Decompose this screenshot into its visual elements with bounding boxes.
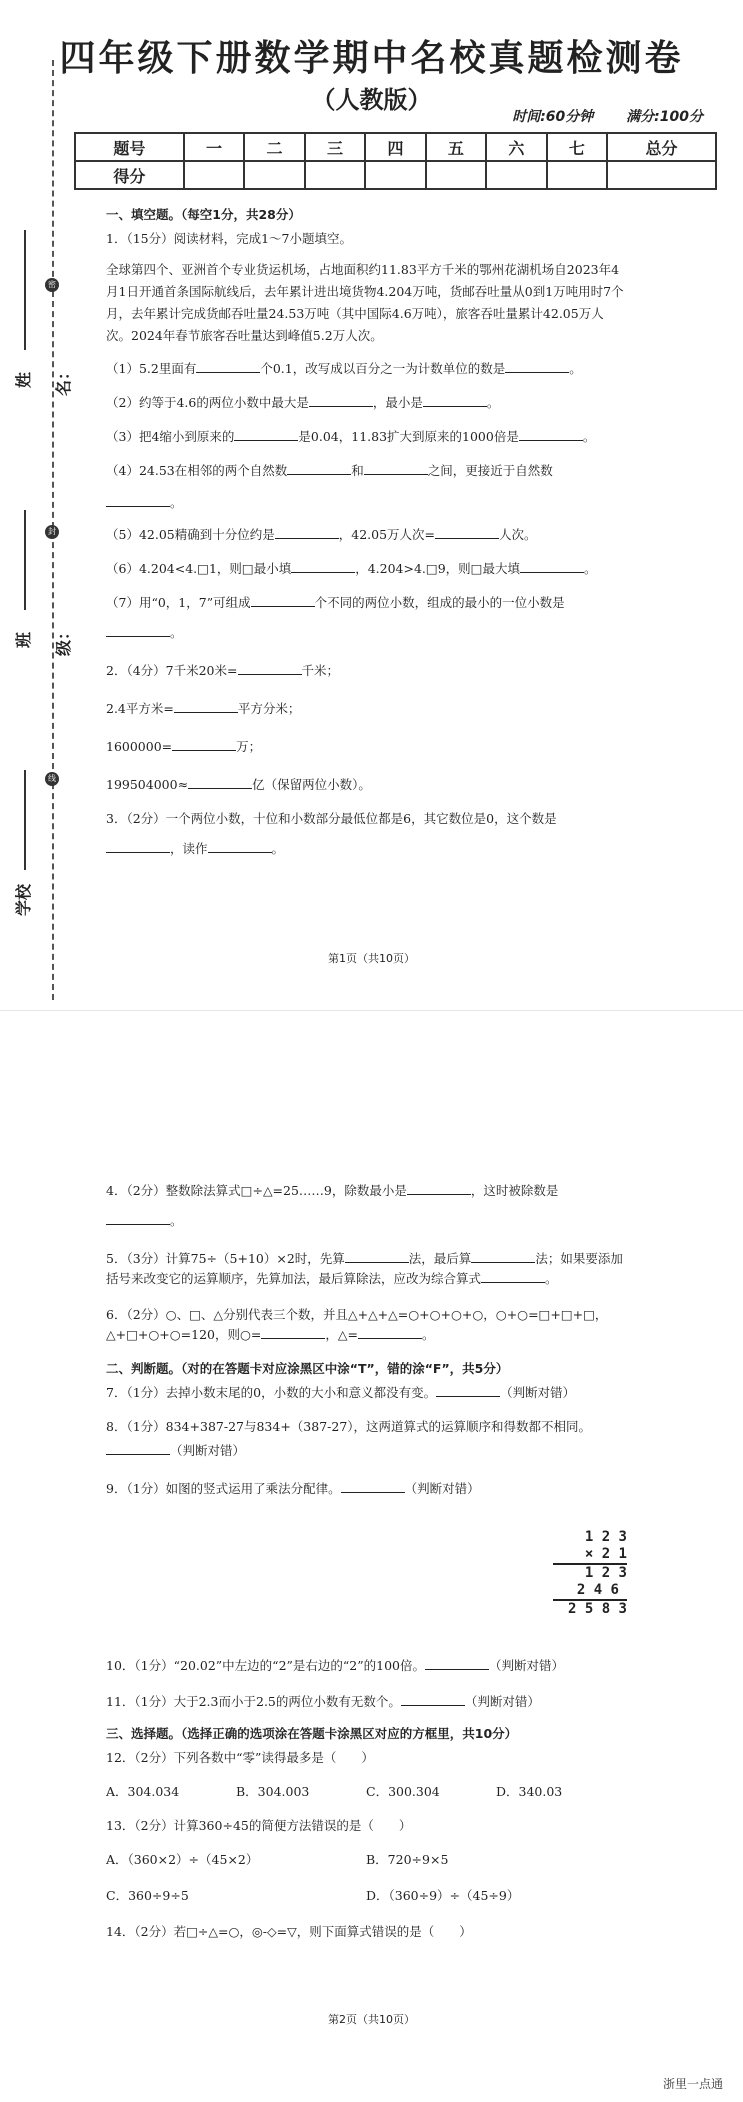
score-header-cell: 总分	[607, 133, 716, 161]
score-header-cell: 一	[184, 133, 244, 161]
q5: 5．（3分）计算75÷（5+10）×2时，先算 法，最后算 法；如果要添加括号来改变它的运算顺序，先算加法，最后算除法，应改为综合算式 。	[106, 1251, 623, 1286]
score-cell[interactable]	[305, 161, 365, 189]
answer-blank[interactable]	[106, 1442, 170, 1455]
answer-blank[interactable]	[188, 776, 252, 789]
q1-5: （5）42.05精确到十分位约是 ，42.05万人次= 人次。	[106, 527, 537, 542]
q13: 13．（2分）计算360÷45的简便方法错误的是（ ）	[106, 1818, 412, 1833]
q9: 9．（1分）如图的竖式运用了乘法分配律。 （判断对错）	[106, 1481, 480, 1496]
q14: 14．（2分）若□÷△=○，◎-◇=▽，则下面算式错误的是（ ）	[106, 1924, 472, 1939]
seal-mark-mi: 密	[45, 278, 59, 292]
score-header-cell: 六	[486, 133, 546, 161]
school-label: 学校	[14, 884, 33, 917]
exam-subtitle: （人教版）	[311, 85, 432, 114]
q8-cont: （判断对错）	[106, 1441, 626, 1461]
score-cell[interactable]	[547, 161, 607, 189]
score-cell[interactable]	[426, 161, 486, 189]
q1-intro: 1．（15分）阅读材料，完成1～7小题填空。	[106, 231, 353, 246]
exam-full-score: 满分:100分	[626, 109, 703, 125]
answer-blank[interactable]	[287, 462, 351, 475]
answer-blank[interactable]	[275, 526, 339, 539]
vert-row: 1 2 3	[584, 1565, 627, 1581]
score-table-score-row	[75, 161, 716, 189]
q11: 11．（1分）大于2.3而小于2.5的两位小数有无数个。 （判断对错）	[106, 1694, 540, 1709]
answer-blank[interactable]	[505, 360, 569, 373]
answer-blank[interactable]	[435, 526, 499, 539]
q7: 7．（1分）去掉小数末尾的0，小数的大小和意义都没有变。 （判断对错）	[106, 1385, 576, 1400]
q2-line2: 2.4平方米= 平方分米；	[106, 701, 301, 716]
score-header-cell: 七	[547, 133, 607, 161]
section2-title: 二、判断题。（对的在答题卡对应涂黑区中涂“T”，错的涂“F”，共5分）	[106, 1361, 509, 1376]
exam-meta	[484, 106, 703, 126]
answer-blank[interactable]	[519, 428, 583, 441]
choice-option[interactable]: A．304.034	[106, 1784, 180, 1799]
page1-footer: 第1页（共10页）	[328, 952, 415, 965]
watermark-text: 浙里一点通	[662, 2077, 723, 2091]
answer-blank[interactable]	[238, 662, 302, 675]
choice-option[interactable]: B．304.003	[236, 1784, 310, 1799]
q3: 3．（2分）一个两位小数，十位和小数部分最低位都是6，其它数位是0，这个数是	[106, 811, 557, 826]
answer-blank[interactable]	[345, 1250, 409, 1263]
vert-row: 2 4 6	[553, 1582, 627, 1601]
reading-passage: 全球第四个、亚洲首个专业货运机场，占地面积约11.83平方千米的鄂州花湖机场自2023年4月1日开通首条国际航线后，去年累计进出境货物4.204万吨，货邮吞吐量从0到1万吨用时7个月，去年累计完成货邮吞吐量24.53万吨（其中国际4.6万吨），旅客吞吐量累计42.05万人次。2024年春节旅客吞吐量达到峰值5.2万人次。	[106, 262, 624, 343]
choice-option[interactable]: C．360÷9÷5	[106, 1888, 189, 1903]
q10: 10．（1分）“20.02”中左边的“2”是右边的“2”的100倍。 （判断对错）	[106, 1658, 565, 1673]
answer-blank[interactable]	[358, 1326, 422, 1339]
answer-blank[interactable]	[341, 1480, 405, 1493]
answer-blank[interactable]	[423, 394, 487, 407]
vertical-multiplication	[553, 1529, 627, 1618]
q12: 12．（2分）下列各数中“零”读得最多是（ ）	[106, 1750, 374, 1765]
answer-blank[interactable]	[407, 1182, 471, 1195]
answer-blank[interactable]	[481, 1270, 545, 1283]
choice-option[interactable]: A．（360×2）÷（45×2）	[106, 1852, 259, 1867]
q1-1: （1）5.2里面有 个0.1，改写成以百分之一为计数单位的数是 。	[106, 361, 582, 376]
score-cell[interactable]	[607, 161, 716, 189]
answer-blank[interactable]	[520, 560, 584, 573]
score-cell[interactable]	[365, 161, 425, 189]
answer-blank[interactable]	[174, 700, 238, 713]
q8: 8．（1分）834+387-27与834+（387-27），这两道算式的运算顺序和得数都不相同。	[106, 1419, 592, 1434]
answer-blank[interactable]	[309, 394, 373, 407]
q1-2: （2）约等于4.6的两位小数中最大是 ，最小是 。	[106, 395, 500, 410]
school-write-line[interactable]	[24, 770, 26, 870]
vert-row: 2 5 8 3	[567, 1601, 627, 1617]
name-write-line[interactable]	[24, 230, 26, 350]
choice-option[interactable]: B．720÷9×5	[366, 1852, 449, 1867]
answer-blank[interactable]	[364, 462, 428, 475]
q13-choices-row2	[106, 1886, 626, 1906]
class-write-line[interactable]	[24, 510, 26, 610]
q2-line3: 1600000= 万；	[106, 739, 262, 754]
answer-blank[interactable]	[106, 494, 170, 507]
q13-choices-row1	[106, 1850, 626, 1870]
answer-blank[interactable]	[251, 594, 315, 607]
section1-title: 一、填空题。（每空1分，共28分）	[106, 207, 301, 222]
q1-7: （7）用“0，1，7”可组成 个不同的两位小数，组成的最小的一位小数是	[106, 595, 565, 610]
seal-mark-feng: 封	[45, 525, 59, 539]
page2-content	[106, 1181, 626, 1499]
exam-time: 时间:60分钟	[512, 109, 594, 125]
score-cell[interactable]	[184, 161, 244, 189]
class-label: 班级：	[14, 624, 73, 657]
answer-blank[interactable]	[261, 1326, 325, 1339]
q1-4-cont: 。	[106, 493, 626, 513]
q1-6: （6）4.204<4.□1，则□最小填 ，4.204>4.□9，则□最大填 。	[106, 561, 597, 576]
exam-page-2	[0, 1011, 743, 2102]
answer-blank[interactable]	[196, 360, 260, 373]
choice-option[interactable]: D．340.03	[496, 1784, 563, 1799]
vert-row: 1 2 3	[584, 1529, 627, 1545]
q1-3: （3）把4缩小到原来的 是0.04，11.83扩大到原来的1000倍是 。	[106, 429, 596, 444]
q1-4: （4）24.53在相邻的两个自然数 和 之间，更接近于自然数	[106, 463, 553, 478]
answer-blank[interactable]	[471, 1250, 535, 1263]
q2-line1: 2．（4分）7千米20米= 千米；	[106, 663, 340, 678]
q4-cont: 。	[106, 1211, 626, 1231]
answer-blank[interactable]	[401, 1693, 465, 1706]
vert-row: × 2 1	[553, 1546, 627, 1565]
answer-blank[interactable]	[106, 624, 170, 637]
answer-blank[interactable]	[106, 840, 170, 853]
page1-content	[106, 205, 626, 859]
choice-option[interactable]: D．（360÷9）÷（45÷9）	[366, 1888, 520, 1903]
page2-footer: 第2页（共10页）	[328, 2013, 415, 2026]
score-row-label: 得分	[75, 161, 184, 189]
q4: 4．（2分）整数除法算式□÷△=25……9，除数最小是 ，这时被除数是	[106, 1183, 559, 1198]
q1-7-cont: 。	[106, 623, 626, 643]
score-header-cell: 二	[244, 133, 304, 161]
score-cell[interactable]	[244, 161, 304, 189]
score-header-cell: 四	[365, 133, 425, 161]
exam-page-1	[0, 0, 743, 1010]
score-header-cell: 五	[426, 133, 486, 161]
score-table	[74, 132, 717, 190]
section3-title: 三、选择题。（选择正确的选项涂在答题卡涂黑区对应的方框里，共10分）	[106, 1726, 518, 1741]
q2-line4: 199504000≈ 亿（保留两位小数）。	[106, 777, 371, 792]
choice-option[interactable]: C．300.304	[366, 1784, 440, 1799]
page2-content-lower	[106, 1656, 626, 1942]
score-table-header-row	[75, 133, 716, 161]
answer-blank[interactable]	[106, 1212, 170, 1225]
answer-blank[interactable]	[291, 560, 355, 573]
score-header-cell: 题号	[75, 133, 184, 161]
answer-blank[interactable]	[425, 1657, 489, 1670]
seal-mark-xian: 线	[45, 772, 59, 786]
q6: 6．（2分）○、□、△分别代表三个数，并且△+△+△=○+○+○+○，○+○=□+□+□，△+□+○+○=120，则○= ，△= 。	[106, 1307, 608, 1342]
answer-blank[interactable]	[208, 840, 272, 853]
score-cell[interactable]	[486, 161, 546, 189]
name-label: 姓名：	[14, 364, 73, 397]
answer-blank[interactable]	[436, 1384, 500, 1397]
exam-title: 四年级下册数学期中名校真题检测卷	[59, 37, 684, 79]
answer-blank[interactable]	[172, 738, 236, 751]
q12-choices	[106, 1782, 626, 1802]
q3-cont: ，读作 。	[106, 839, 626, 859]
score-header-cell: 三	[305, 133, 365, 161]
answer-blank[interactable]	[234, 428, 298, 441]
